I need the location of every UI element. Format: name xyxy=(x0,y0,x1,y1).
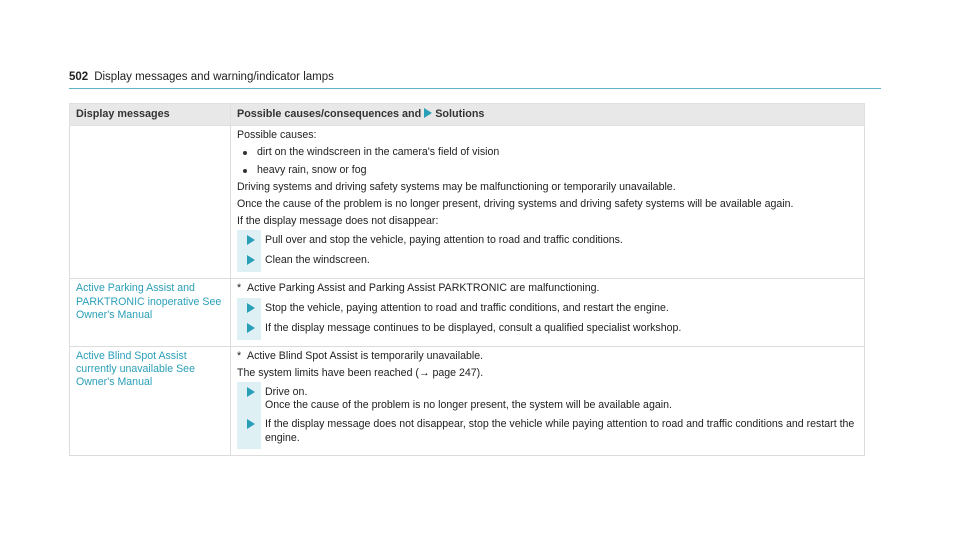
play-arrow-icon xyxy=(247,387,255,397)
page-title: Display messages and warning/indicator lamps xyxy=(94,71,334,83)
paragraph xyxy=(237,350,858,363)
solution-step-text: If the display message continues to be displayed, consult a qualified specialist workshop. xyxy=(265,321,682,334)
solution-step-text: Pull over and stop the vehicle, paying attention to road and traffic conditions. xyxy=(265,234,623,247)
col-header-causes-label: Possible causes/consequences and xyxy=(237,108,422,120)
possible-causes-label: Possible causes: xyxy=(237,129,317,142)
solution-step xyxy=(237,386,858,412)
display-messages-table xyxy=(69,103,865,456)
table-header-row xyxy=(70,104,865,126)
page-header xyxy=(69,71,881,89)
play-arrow-icon xyxy=(247,235,255,245)
solution-cell xyxy=(231,279,865,346)
paragraph: Driving systems and driving safety systems may be malfunctioning or temporarily unavailable. xyxy=(237,180,676,193)
page-number: 502 xyxy=(69,71,89,83)
play-arrow-icon xyxy=(247,419,255,429)
paragraph-text: Active Parking Assist and Parking Assist PARKTRONIC are malfunctioning. xyxy=(247,282,600,295)
table-row xyxy=(70,126,865,279)
solution-step xyxy=(237,234,858,248)
display-message-text: Active Parking Assist and PARKTRONIC inoperative See Owner's Manual xyxy=(76,282,222,321)
play-arrow-icon xyxy=(247,255,255,265)
col-header-solutions-label: Solutions xyxy=(435,108,485,120)
table-row xyxy=(70,279,865,346)
bullet-item: dirt on the windscreen in the camera's field of vision xyxy=(237,146,858,159)
paragraph: The system limits have been reached (→ page 247). xyxy=(237,366,484,379)
col-header-causes-solutions xyxy=(231,104,865,126)
paragraph: Once the cause of the problem is no longer present, driving systems and driving safety systems will be available again. xyxy=(237,198,794,211)
message-cell-empty xyxy=(70,126,231,279)
paragraph xyxy=(237,282,858,295)
solution-step xyxy=(237,322,858,336)
solution-step xyxy=(237,254,858,268)
asterisk-marker: * xyxy=(237,282,242,295)
solution-step xyxy=(237,302,858,316)
play-arrow-icon xyxy=(247,303,255,313)
solution-step-text: Drive on. Once the cause of the problem is no longer present, the system will be available again. xyxy=(265,386,672,412)
display-message-text: Active Blind Spot Assist currently unavailable See Owner's Manual xyxy=(76,349,195,389)
play-arrow-icon xyxy=(424,108,432,118)
message-cell xyxy=(70,279,231,346)
paragraph-text: Active Blind Spot Assist is temporarily unavailable. xyxy=(247,349,484,362)
solution-step-text: Clean the windscreen. xyxy=(265,254,370,267)
message-cell xyxy=(70,346,231,455)
solution-step xyxy=(237,418,858,444)
col-header-display-messages: Display messages xyxy=(70,104,231,126)
solution-cell xyxy=(231,346,865,455)
bullet-item: heavy rain, snow or fog xyxy=(237,164,858,177)
asterisk-marker: * xyxy=(237,349,242,362)
solution-step-text: Stop the vehicle, paying attention to road and traffic conditions, and restart the engine. xyxy=(265,301,669,314)
play-arrow-icon xyxy=(247,323,255,333)
table-row xyxy=(70,346,865,455)
paragraph: If the display message does not disappear: xyxy=(237,215,439,228)
solution-cell xyxy=(231,126,865,279)
solution-step-text: If the display message does not disappear, stop the vehicle while paying attention to road and traffic conditions and restart the engine. xyxy=(265,418,855,444)
